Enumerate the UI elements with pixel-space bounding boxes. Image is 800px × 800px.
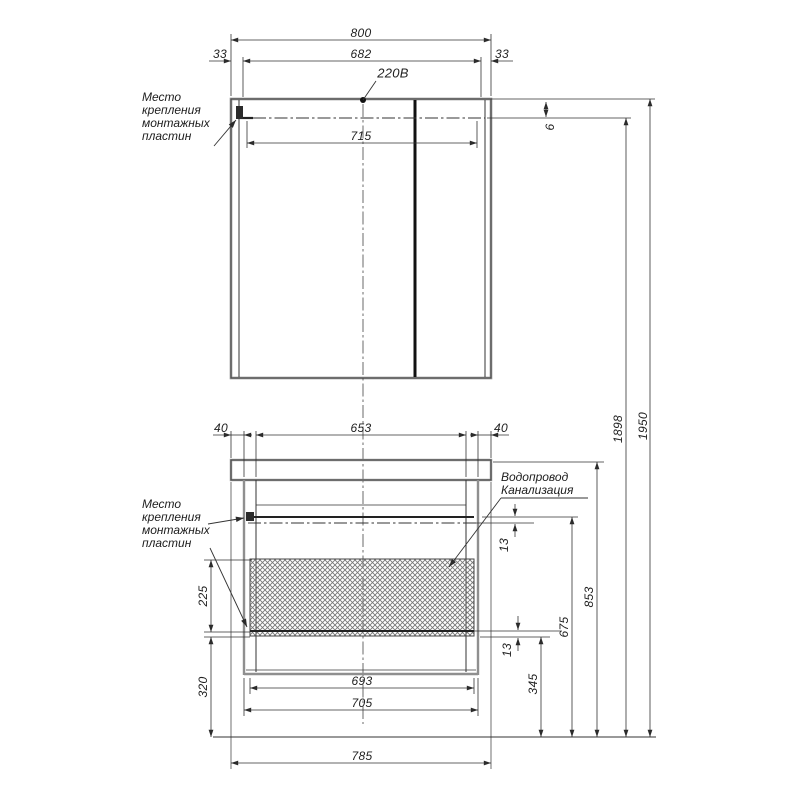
upper-dimension-lines: [209, 34, 655, 148]
dim-right-offset: 33: [495, 47, 509, 61]
mounting-note-line: пластин: [142, 536, 192, 550]
siphon-hatch-area: [250, 559, 474, 636]
dim-mount-plate-width: 715: [350, 129, 372, 143]
mounting-note-line: Место: [142, 90, 182, 104]
dim-overall-width: 800: [350, 26, 372, 40]
power-outlet-label: 220В: [377, 65, 409, 81]
dim-hatch-height: 225: [196, 585, 210, 607]
dim-counter-height: 853: [582, 586, 596, 608]
mounting-plate-note-lower: [142, 498, 210, 550]
leader-lines: [208, 120, 588, 627]
dim-top-gap: 6: [543, 123, 557, 131]
mounting-note-line: Место: [142, 497, 182, 511]
dim-bottom-interior: 693: [351, 674, 373, 688]
mounting-note-line: монтажных: [142, 523, 210, 537]
dim-upper-mount-height: 1898: [611, 415, 625, 443]
dim-mount-gap-top: 13: [497, 538, 511, 552]
dim-floor-clearance: 320: [196, 676, 210, 698]
mounting-note-line: пластин: [142, 129, 192, 143]
plumbing-note-line: Водопровод: [501, 470, 569, 484]
plumbing-note-line: Канализация: [501, 483, 574, 497]
dim-inner-width: 682: [350, 47, 372, 61]
mounting-note-line: монтажных: [142, 116, 210, 130]
mounting-note-line: крепления: [142, 103, 201, 117]
dim-body-width: 705: [351, 696, 373, 710]
dim-interior-width: 653: [350, 421, 372, 435]
dim-mount-gap-bottom: 13: [500, 643, 514, 657]
mounting-plate-note-upper: [142, 91, 210, 143]
dim-total-height: 1950: [636, 412, 650, 440]
dim-left-offset: 33: [213, 47, 227, 61]
dim-counter-overhang-left: 40: [214, 421, 228, 435]
lower-dimension-lines: [204, 99, 656, 769]
dim-supply-height: 675: [557, 616, 571, 638]
plumbing-note: [501, 471, 573, 497]
dim-drain-height: 345: [526, 673, 540, 695]
mounting-note-line: крепления: [142, 510, 201, 524]
dim-counter-overhang-right: 40: [494, 421, 508, 435]
dim-counter-width: 785: [351, 749, 373, 763]
